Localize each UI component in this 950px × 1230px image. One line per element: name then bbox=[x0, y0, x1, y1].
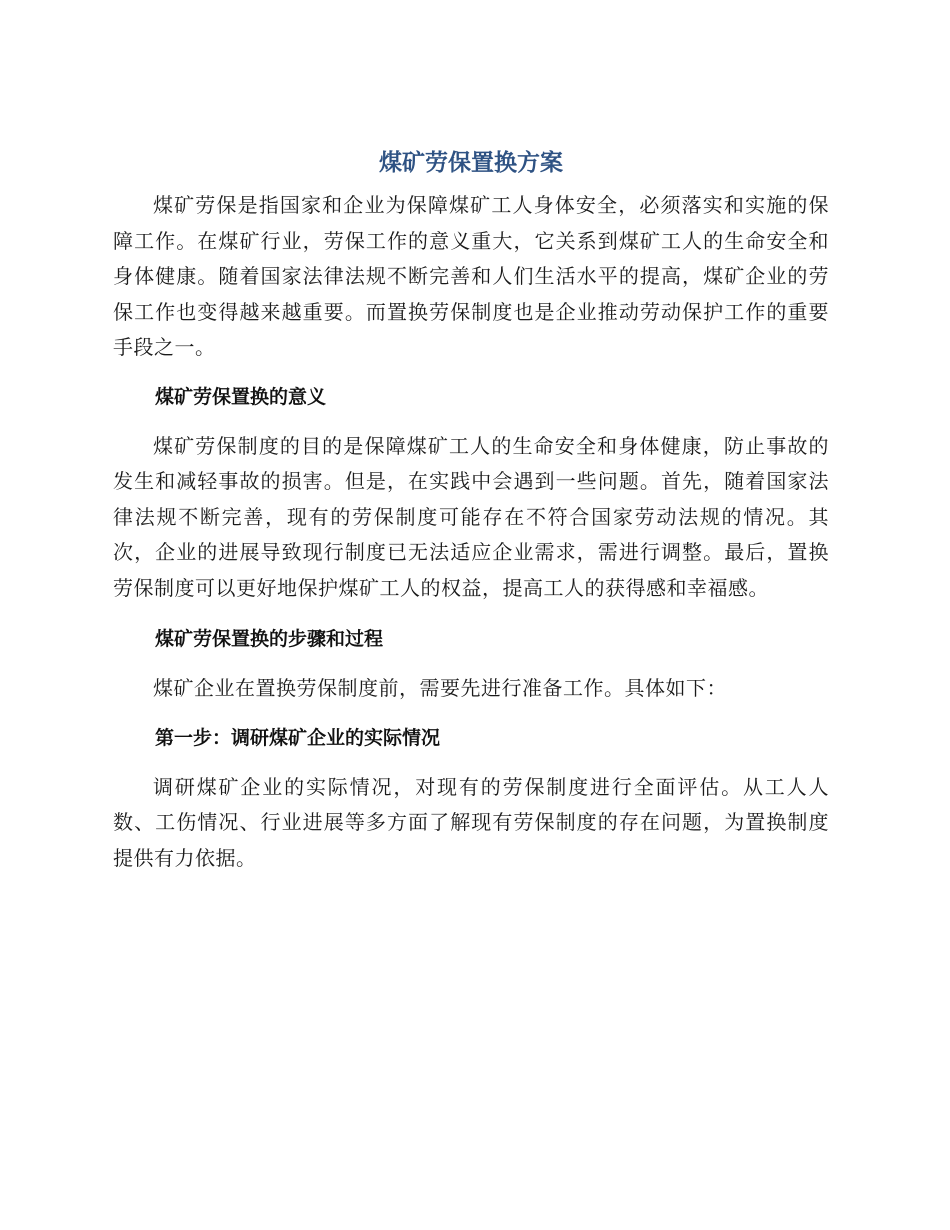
section-heading-steps: 煤矿劳保置换的步骤和过程 bbox=[155, 628, 384, 650]
document-title: 煤矿劳保置换方案 bbox=[379, 150, 563, 176]
section-body-step-one: 调研煤矿企业的实际情况，对现有的劳保制度进行全面评估。从工人人数、工伤情况、行业进展等多方面了解现有劳保制度的存在问题，为置换制度提供有力依据。 bbox=[113, 774, 829, 870]
document-body bbox=[113, 144, 829, 876]
section-heading-significance: 煤矿劳保置换的意义 bbox=[155, 385, 327, 408]
section-heading-step-one: 第一步：调研煤矿企业的实际情况 bbox=[155, 726, 441, 749]
section-body-steps: 煤矿企业在置换劳保制度前，需要先进行准备工作。具体如下： bbox=[153, 676, 727, 700]
section-body-significance: 煤矿劳保制度的目的是保障煤矿工人的生命安全和身体健康，防止事故的发生和减轻事故的损害。但是，在实践中会遇到一些问题。首先，随着国家法律法规不断完善，现有的劳保制度可能存在不符合国家劳动法规的情况。其次，企业的进展导致现行制度已无法适应企业需求，需进行调整。最后，置换劳保制度可以更好地保护煤矿工人的权益，提高工人的获得感和幸福感。 bbox=[113, 433, 829, 600]
intro-paragraph: 煤矿劳保是指国家和企业为保障煤矿工人身体安全，必须落实和实施的保障工作。在煤矿行业，劳保工作的意义重大，它关系到煤矿工人的生命安全和身体健康。随着国家法律法规不断完善和人们生活水平的提高，煤矿企业的劳保工作也变得越来越重要。而置换劳保制度也是企业推动劳动保护工作的重要手段之一。 bbox=[113, 193, 829, 359]
